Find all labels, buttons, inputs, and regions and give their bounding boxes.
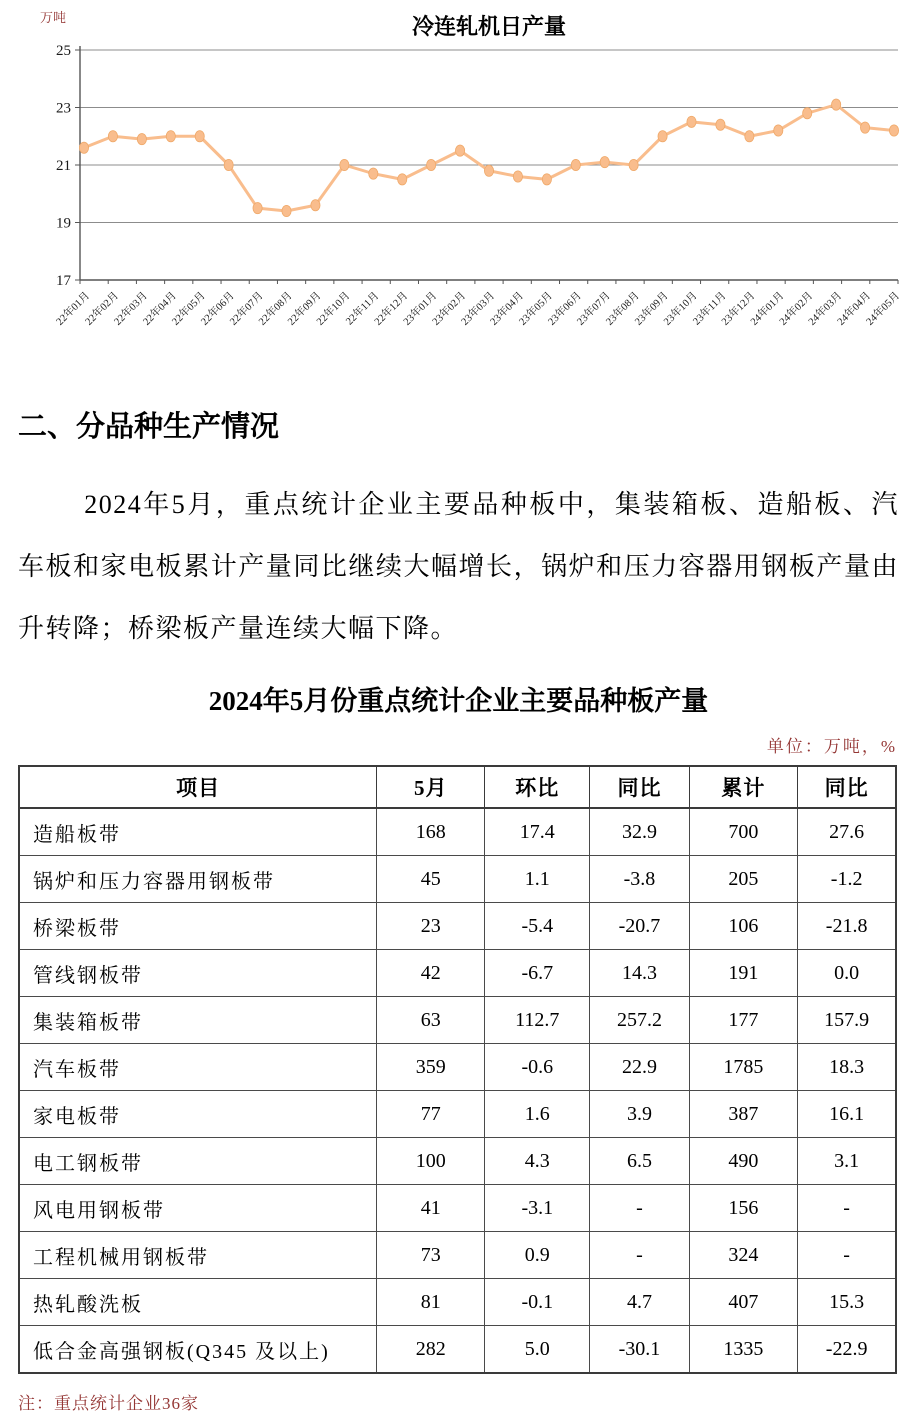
- unit-note: 单位：万吨，%: [766, 737, 897, 756]
- data-point-marker: [745, 131, 754, 142]
- value-cell: 168: [377, 808, 485, 856]
- value-cell: 106: [689, 903, 798, 950]
- x-tick-label: 23年05月: [517, 290, 555, 328]
- value-cell: -3.1: [485, 1185, 590, 1232]
- x-tick-label: 23年03月: [459, 290, 498, 328]
- value-cell: 324: [689, 1232, 798, 1279]
- data-point-marker: [860, 122, 869, 133]
- value-cell: 32.9: [590, 808, 689, 856]
- value-cell: 41: [377, 1185, 485, 1232]
- x-tick-label: 23年02月: [430, 290, 469, 328]
- item-cell: 集装箱板带: [19, 997, 377, 1044]
- value-cell: 22.9: [590, 1044, 689, 1091]
- data-point-marker: [369, 168, 378, 179]
- data-point-marker: [137, 134, 146, 145]
- table-title: 2024年5月份重点统计企业主要品种板产量: [208, 686, 709, 716]
- section-paragraph: 2024年5月，重点统计企业主要品种板中，集装箱板、造船板、汽车板和家电板累计产量同比继续大幅增长，锅炉和压力容器用钢板产量由升转降；桥梁板产量连续大幅下降。: [18, 490, 899, 643]
- value-cell: 177: [689, 997, 798, 1044]
- value-cell: 18.3: [798, 1044, 896, 1091]
- x-tick-label: 23年08月: [604, 290, 642, 328]
- table-footnote: 注：重点统计企业36家: [18, 1394, 199, 1413]
- x-tick-label: 22年02月: [83, 290, 122, 328]
- table-row: [19, 1138, 896, 1185]
- y-tick-label: 21: [56, 158, 71, 174]
- item-cell: 造船板带: [19, 808, 377, 856]
- value-cell: -0.6: [485, 1044, 590, 1091]
- x-tick-label: 23年12月: [720, 290, 758, 328]
- data-point-marker: [195, 131, 204, 142]
- value-cell: 490: [689, 1138, 798, 1185]
- y-tick-label: 19: [56, 215, 71, 232]
- table-row: [19, 1185, 896, 1232]
- value-cell: 23: [377, 903, 485, 950]
- value-cell: 1.1: [485, 856, 590, 903]
- data-point-marker: [427, 159, 436, 170]
- x-tick-label: 22年10月: [315, 290, 353, 328]
- x-tick-label: 24年05月: [864, 290, 903, 328]
- value-cell: -: [590, 1185, 689, 1232]
- x-tick-label: 22年03月: [112, 290, 150, 328]
- value-cell: 0.9: [485, 1232, 590, 1279]
- x-tick-label: 23年09月: [633, 290, 671, 328]
- table-row: [19, 997, 896, 1044]
- item-cell: 管线钢板带: [19, 950, 377, 997]
- value-cell: 17.4: [485, 808, 590, 856]
- data-point-marker: [340, 159, 349, 170]
- data-point-marker: [542, 174, 551, 185]
- x-tick-label: 22年07月: [228, 290, 266, 328]
- x-tick-label: 24年04月: [835, 290, 874, 328]
- item-cell: 桥梁板带: [19, 903, 377, 950]
- value-cell: 0.0: [798, 950, 896, 997]
- x-tick-label: 22年06月: [199, 290, 237, 328]
- data-point-marker: [224, 159, 233, 170]
- column-header: 5月: [377, 766, 485, 808]
- table-row: [19, 950, 896, 997]
- value-cell: 156: [689, 1185, 798, 1232]
- y-tick-label: 17: [56, 273, 71, 289]
- item-cell: 低合金高强钢板(Q345 及以上): [19, 1326, 377, 1374]
- data-point-marker: [455, 145, 464, 156]
- column-header: 累计: [689, 766, 798, 808]
- value-cell: 1.6: [485, 1091, 590, 1138]
- value-cell: 205: [689, 856, 798, 903]
- data-point-marker: [774, 125, 783, 136]
- x-tick-label: 24年02月: [777, 290, 816, 328]
- data-point-marker: [803, 108, 812, 119]
- value-cell: -20.7: [590, 903, 689, 950]
- data-point-marker: [629, 159, 638, 170]
- x-tick-label: 22年11月: [344, 290, 382, 328]
- x-tick-label: 22年12月: [372, 290, 411, 328]
- value-cell: 112.7: [485, 997, 590, 1044]
- table-row: [19, 1044, 896, 1091]
- item-cell: 汽车板带: [19, 1044, 377, 1091]
- x-tick-label: 22年09月: [286, 290, 324, 328]
- column-header: 同比: [590, 766, 689, 808]
- chart-canvas: [0, 0, 917, 348]
- value-cell: 700: [689, 808, 798, 856]
- column-header: 环比: [485, 766, 590, 808]
- production-table: [18, 765, 897, 1374]
- value-cell: 81: [377, 1279, 485, 1326]
- data-point-marker: [513, 171, 522, 182]
- value-cell: 73: [377, 1232, 485, 1279]
- value-cell: -: [798, 1232, 896, 1279]
- item-cell: 家电板带: [19, 1091, 377, 1138]
- table-row: [19, 808, 896, 856]
- item-cell: 工程机械用钢板带: [19, 1232, 377, 1279]
- data-point-marker: [311, 200, 320, 211]
- value-cell: 14.3: [590, 950, 689, 997]
- data-point-marker: [282, 205, 291, 216]
- item-cell: 风电用钢板带: [19, 1185, 377, 1232]
- data-point-marker: [398, 174, 407, 185]
- value-cell: 359: [377, 1044, 485, 1091]
- x-tick-label: 24年01月: [748, 290, 787, 328]
- x-tick-label: 22年05月: [170, 290, 208, 328]
- value-cell: 4.3: [485, 1138, 590, 1185]
- value-cell: 100: [377, 1138, 485, 1185]
- x-tick-label: 24年03月: [806, 290, 845, 328]
- value-cell: 63: [377, 997, 485, 1044]
- table-row: [19, 1326, 896, 1374]
- value-cell: 6.5: [590, 1138, 689, 1185]
- table-row: [19, 856, 896, 903]
- value-cell: 45: [377, 856, 485, 903]
- item-cell: 热轧酸洗板: [19, 1279, 377, 1326]
- table-row: [19, 1279, 896, 1326]
- value-cell: 16.1: [798, 1091, 896, 1138]
- value-cell: -5.4: [485, 903, 590, 950]
- value-cell: -: [798, 1185, 896, 1232]
- value-cell: 77: [377, 1091, 485, 1138]
- x-tick-label: 22年08月: [257, 290, 295, 328]
- value-cell: 191: [689, 950, 798, 997]
- item-cell: 锅炉和压力容器用钢板带: [19, 856, 377, 903]
- chart-title: 冷连轧机日产量: [411, 14, 567, 39]
- value-cell: -22.9: [798, 1326, 896, 1374]
- value-cell: 1335: [689, 1326, 798, 1374]
- header-row: [19, 766, 896, 808]
- x-tick-label: 23年11月: [691, 290, 729, 328]
- value-cell: -21.8: [798, 903, 896, 950]
- value-cell: -: [590, 1232, 689, 1279]
- x-tick-label: 23年10月: [662, 290, 700, 328]
- value-cell: 157.9: [798, 997, 896, 1044]
- data-point-marker: [571, 159, 580, 170]
- value-cell: -6.7: [485, 950, 590, 997]
- y-tick-label: 23: [56, 100, 71, 117]
- value-cell: -30.1: [590, 1326, 689, 1374]
- table-header-row: [19, 766, 896, 808]
- value-cell: -0.1: [485, 1279, 590, 1326]
- data-point-marker: [716, 119, 725, 130]
- x-tick-label: 23年06月: [546, 290, 584, 328]
- value-cell: 4.7: [590, 1279, 689, 1326]
- data-point-marker: [108, 131, 117, 142]
- daily-output-chart: [0, 0, 917, 348]
- data-point-marker: [600, 157, 609, 168]
- table-row: [19, 903, 896, 950]
- x-tick-label: 22年04月: [141, 290, 179, 328]
- data-point-marker: [166, 131, 175, 142]
- data-point-marker: [687, 116, 696, 127]
- table-body: [19, 808, 896, 1373]
- x-tick-label: 23年07月: [575, 290, 613, 328]
- data-point-marker: [484, 165, 493, 176]
- item-cell: 电工钢板带: [19, 1138, 377, 1185]
- value-cell: 3.1: [798, 1138, 896, 1185]
- value-cell: 3.9: [590, 1091, 689, 1138]
- value-cell: -1.2: [798, 856, 896, 903]
- value-cell: 27.6: [798, 808, 896, 856]
- value-cell: 387: [689, 1091, 798, 1138]
- value-cell: -3.8: [590, 856, 689, 903]
- x-tick-label: 23年04月: [488, 290, 527, 328]
- value-cell: 42: [377, 950, 485, 997]
- data-point-marker: [889, 125, 898, 136]
- table-row: [19, 1232, 896, 1279]
- value-cell: 282: [377, 1326, 485, 1374]
- data-point-marker: [253, 203, 262, 214]
- section-heading: 二、分品种生产情况: [18, 411, 280, 443]
- chart-unit-label: 万吨: [40, 10, 67, 25]
- data-point-marker: [658, 131, 667, 142]
- value-cell: 5.0: [485, 1326, 590, 1374]
- data-point-marker: [832, 99, 841, 110]
- x-tick-label: 23年01月: [401, 290, 440, 328]
- column-header: 项目: [19, 766, 377, 808]
- x-tick-label: 22年01月: [54, 290, 93, 328]
- value-cell: 257.2: [590, 997, 689, 1044]
- trend-line: [84, 105, 894, 211]
- data-point-marker: [79, 142, 88, 153]
- value-cell: 407: [689, 1279, 798, 1326]
- column-header: 同比: [798, 766, 896, 808]
- value-cell: 1785: [689, 1044, 798, 1091]
- value-cell: 15.3: [798, 1279, 896, 1326]
- y-tick-label: 25: [56, 43, 71, 59]
- table-row: [19, 1091, 896, 1138]
